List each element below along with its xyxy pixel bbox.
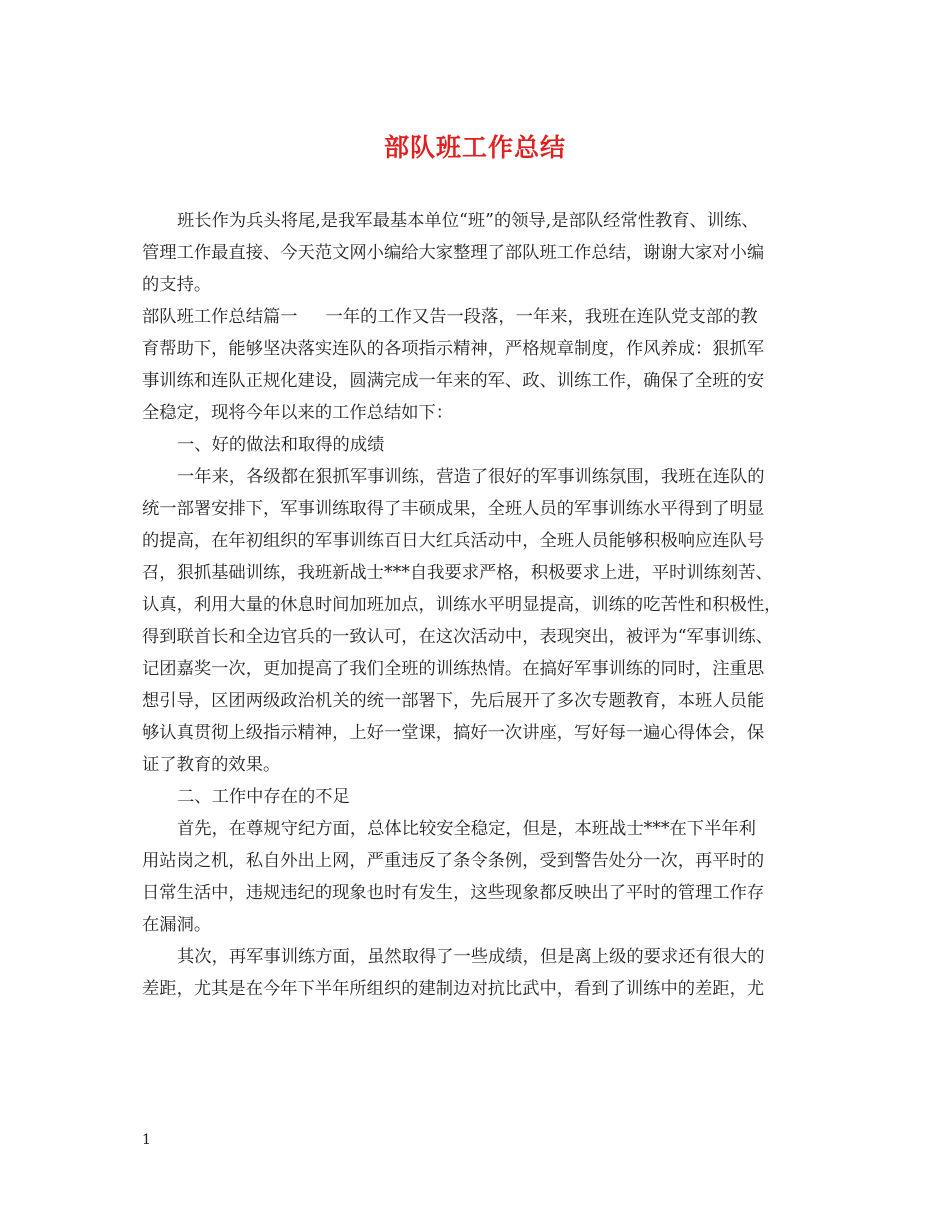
line-text: 在漏洞。 [142,915,212,935]
line-text: 管理工作最直接、今天范文网小编给大家整理了部队班工作总结，谢谢大家对小编 [142,243,765,263]
text-line [142,973,814,1005]
document-title: 部队班工作总结 [383,133,566,162]
line-text: 首先，在尊规守纪方面，总体比较安全稳定，但是，本班战士***在下半年利 [177,819,756,839]
text-line [142,621,814,653]
line-text: 得到联首长和全边官兵的一致认可，在这次活动中，表现突出，被评为“军事训练、 [142,627,773,647]
line-text: 部队班工作总结篇一 [142,307,298,327]
text-line [142,429,814,461]
text-line [142,685,814,717]
text-line [142,525,814,557]
line-text: 一、好的做法和取得的成绩 [177,435,385,455]
line-text: 想引导，区团两级政治机关的统一部署下，先后展开了多次专题教育，本班人员能 [142,691,765,711]
line-text: 二、工作中存在的不足 [177,787,350,807]
line-text: 够认真贯彻上级指示精神，上好一堂课，搞好一次讲座，写好每一遍心得体会，保 [142,723,765,743]
text-line [142,237,814,269]
text-line [142,781,814,813]
text-line [142,493,814,525]
text-line [142,557,814,589]
text-line [142,717,814,749]
text-line [142,461,814,493]
line-text-continued: 一年的工作又告一段落，一年来，我班在连队党支部的教 [325,307,758,327]
line-text: 全稳定，现将今年以来的工作总结如下： [142,403,454,423]
line-text: 班长作为兵头将尾,是我军最基本单位“班”的领导,是部队经常性教育、训练、 [177,211,759,231]
line-text: 事训练和连队正规化建设，圆满完成一年来的军、政、训练工作，确保了全班的安 [142,371,765,391]
line-text: 的提高，在年初组织的军事训练百日大红兵活动中，全班人员能够积极响应连队号 [142,531,765,551]
document-body [142,205,814,1005]
page-number: 1 [142,1132,151,1148]
line-text: 记团嘉奖一次，更加提高了我们全班的训练热情。在搞好军事训练的同时，注重思 [142,659,765,679]
line-text: 日常生活中，违规违纪的现象也时有发生，这些现象都反映出了平时的管理工作存 [142,883,765,903]
line-text: 认真，利用大量的休息时间加班加点，训练水平明显提高，训练的吃苦性和积极性， [142,595,782,615]
text-line [142,909,814,941]
line-text: 统一部署安排下，军事训练取得了丰硕成果，全班人员的军事训练水平得到了明显 [142,499,765,519]
text-line [142,333,814,365]
text-line [142,205,814,237]
text-line [142,589,814,621]
text-line [142,749,814,781]
text-line [142,269,814,301]
text-line [142,301,814,333]
text-line [142,365,814,397]
line-text: 育帮助下，能够坚决落实连队的各项指示精神，严格规章制度，作风养成：狠抓军 [142,339,765,359]
line-text: 召，狠抓基础训练，我班新战士***自我要求严格，积极要求上进，平时训练刻苦、 [142,563,773,583]
line-text: 其次，再军事训练方面，虽然取得了一些成绩，但是离上级的要求还有很大的 [177,947,765,967]
line-text: 证了教育的效果。 [142,755,281,775]
line-text: 的支持。 [142,275,212,295]
line-text: 用站岗之机，私自外出上网，严重违反了条令条例，受到警告处分一次，再平时的 [142,851,765,871]
text-line [142,397,814,429]
text-line [142,813,814,845]
text-line [142,845,814,877]
line-text: 一年来，各级都在狠抓军事训练，营造了很好的军事训练氛围，我班在连队的 [177,467,765,487]
line-text: 差距，尤其是在今年下半年所组织的建制边对抗比武中，看到了训练中的差距，尤 [142,979,765,999]
text-line [142,941,814,973]
text-line [142,877,814,909]
text-line [142,653,814,685]
